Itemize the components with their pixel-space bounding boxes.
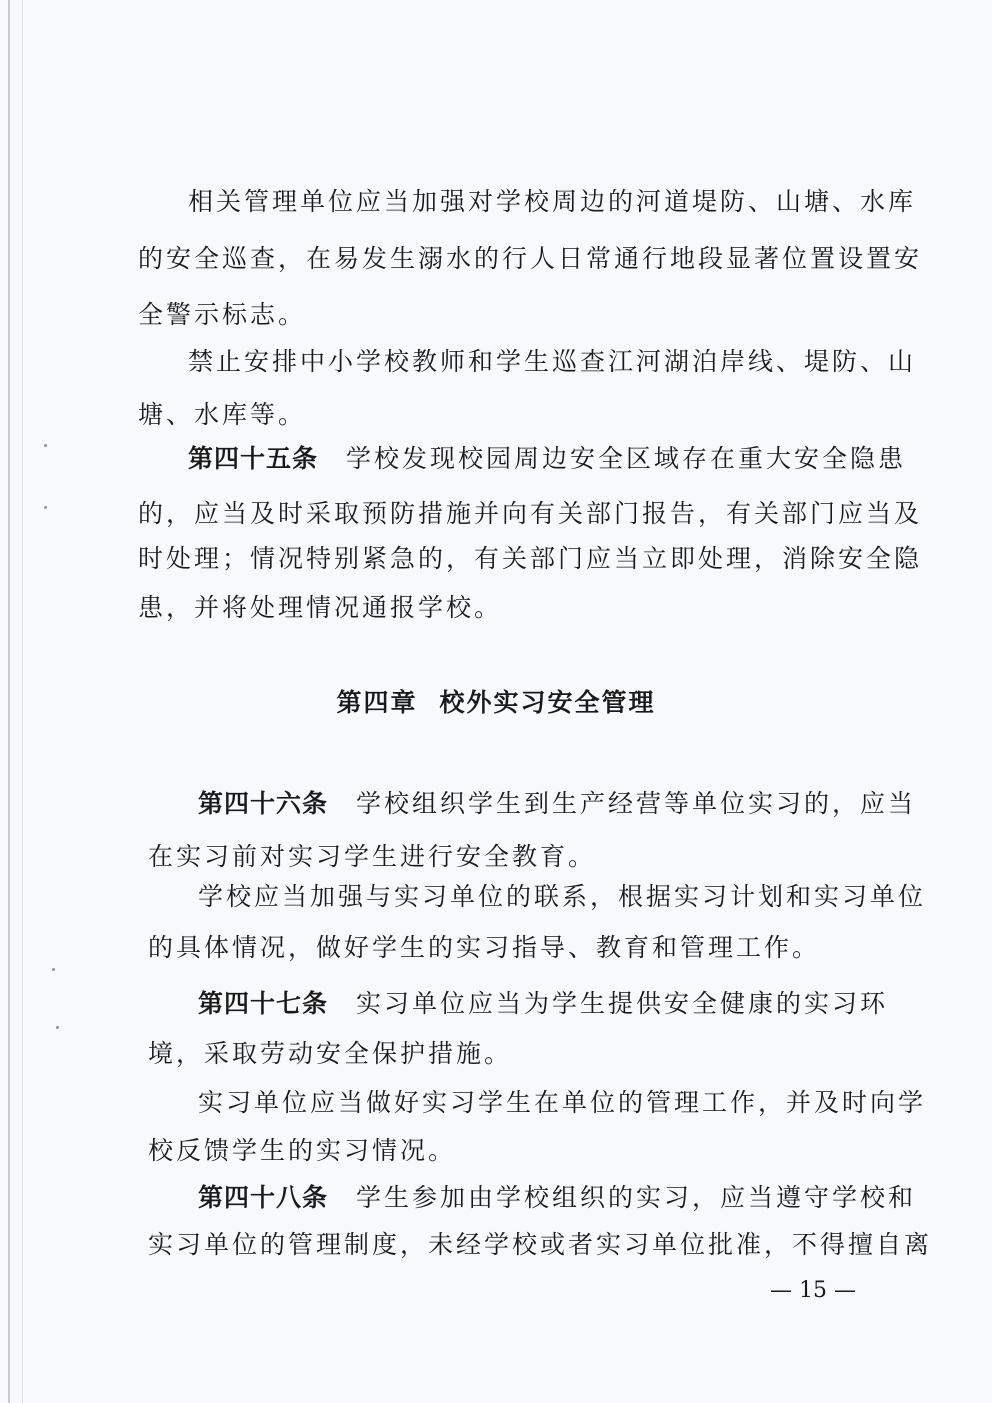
text-line: 禁止安排中小学校教师和学生巡查江河湖泊岸线、堤防、山 bbox=[188, 347, 917, 376]
text-line: 学校发现校园周边安全区域存在重大安全隐患 bbox=[346, 444, 907, 473]
article-46-title: 第四十六条 bbox=[198, 789, 329, 818]
text-line: 的，应当及时采取预防措施并向有关部门报告，有关部门应当及 bbox=[138, 499, 923, 528]
article-47-title: 第四十七条 bbox=[198, 989, 329, 1018]
text-line: 在实习前对实习学生进行安全教育。 bbox=[148, 842, 597, 871]
scan-speck bbox=[44, 506, 47, 509]
text-line: 的安全巡查，在易发生溺水的行人日常通行地段显著位置设置安 bbox=[138, 244, 923, 273]
chapter-number: 第四章 bbox=[336, 688, 418, 717]
scan-speck bbox=[56, 1026, 59, 1029]
text-line: 校反馈学生的实习情况。 bbox=[148, 1136, 457, 1165]
text-line: 的具体情况，做好学生的实习指导、教育和管理工作。 bbox=[148, 933, 821, 962]
article-45-line bbox=[188, 441, 906, 477]
chapter-title: 校外实习安全管理 bbox=[439, 688, 656, 717]
chapter-heading bbox=[0, 683, 992, 719]
article-45-title: 第四十五条 bbox=[188, 444, 319, 473]
text-line: 实习单位的管理制度，未经学校或者实习单位批准，不得擅自离 bbox=[148, 1230, 933, 1259]
text-line: 境，采取劳动安全保护措施。 bbox=[148, 1039, 513, 1068]
article-48-line bbox=[198, 1180, 916, 1216]
article-46-line bbox=[198, 786, 916, 822]
text-line: 学生参加由学校组织的实习，应当遵守学校和 bbox=[356, 1183, 917, 1212]
article-48-title: 第四十八条 bbox=[198, 1183, 329, 1212]
scan-speck bbox=[52, 968, 55, 971]
text-line: 时处理；情况特别紧急的，有关部门应当立即处理，消除安全隐 bbox=[138, 544, 923, 573]
article-47-line bbox=[198, 986, 888, 1022]
text-line: 实习单位应当为学生提供安全健康的实习环 bbox=[356, 989, 889, 1018]
scan-speck bbox=[44, 444, 47, 447]
text-line: 患，并将处理情况通报学校。 bbox=[138, 593, 503, 622]
text-line: 全警示标志。 bbox=[138, 300, 307, 329]
page-number: — 15 — bbox=[770, 1278, 856, 1303]
text-line: 相关管理单位应当加强对学校周边的河道堤防、山塘、水库 bbox=[188, 187, 917, 216]
text-line: 实习单位应当做好实习学生在单位的管理工作，并及时向学 bbox=[198, 1088, 927, 1117]
text-line: 学校组织学生到生产经营等单位实习的，应当 bbox=[356, 789, 917, 818]
text-line: 学校应当加强与实习单位的联系，根据实习计划和实习单位 bbox=[198, 882, 927, 911]
text-line: 塘、水库等。 bbox=[138, 400, 307, 429]
